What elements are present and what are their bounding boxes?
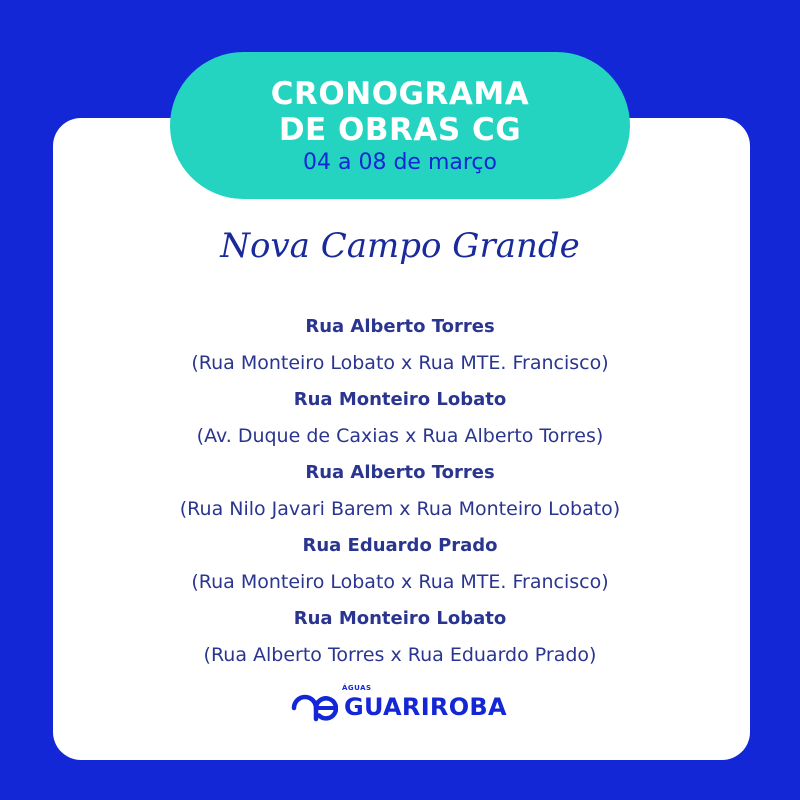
entry-detail: (Rua Nilo Javari Barem x Rua Monteiro Lobato)	[179, 498, 621, 520]
entry-detail: (Rua Alberto Torres x Rua Eduardo Prado)	[203, 644, 597, 666]
ae-ligature-icon	[290, 692, 338, 724]
entry-detail: (Rua Monteiro Lobato x Rua MTE. Francisco)	[191, 352, 609, 374]
entry-detail: (Rua Monteiro Lobato x Rua MTE. Francisco)	[191, 571, 609, 593]
entry-street: Rua Monteiro Lobato	[293, 389, 507, 410]
header-dates: 04 a 08 de março	[303, 150, 497, 175]
entry-street: Rua Alberto Torres	[305, 316, 495, 337]
entry-street: Rua Eduardo Prado	[302, 535, 498, 556]
logo-small-text: ÁGUAS	[342, 684, 372, 692]
guariroba-logo	[290, 684, 520, 728]
header-title-line2: DE OBRAS CG	[278, 112, 522, 148]
region-title: Nova Campo Grande	[220, 226, 580, 266]
entry-detail: (Av. Duque de Caxias x Rua Alberto Torres)	[196, 425, 604, 447]
entry-street: Rua Monteiro Lobato	[293, 608, 507, 629]
header-title-line1: CRONOGRAMA	[270, 76, 530, 112]
works-list	[0, 309, 800, 674]
entry-street: Rua Alberto Torres	[305, 462, 495, 483]
logo-name: GUARIROBA	[344, 693, 507, 721]
header-pill	[170, 52, 630, 199]
